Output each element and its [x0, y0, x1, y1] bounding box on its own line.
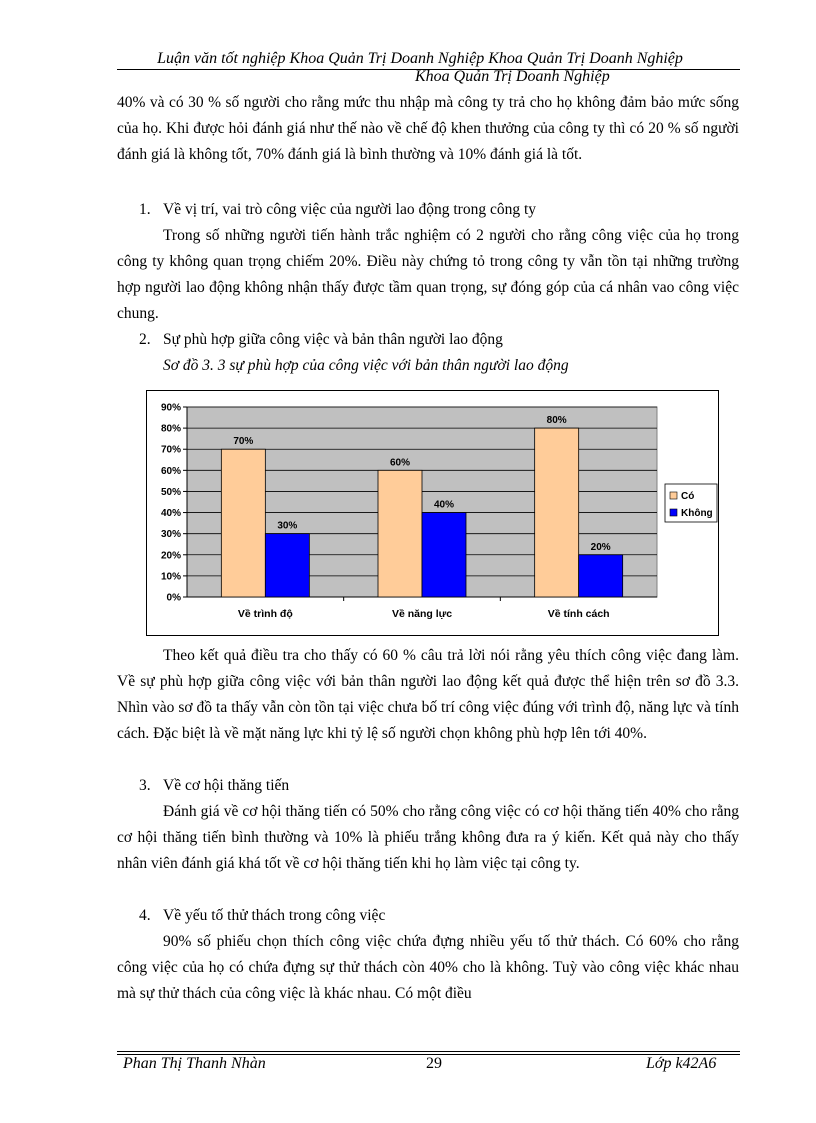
y-tick-label: 90% [160, 402, 181, 414]
bar-co [378, 470, 422, 597]
section-1-title: Về vị trí, vai trò công việc của người lao động trong công ty [163, 201, 537, 218]
footer-rule-top [117, 1051, 740, 1052]
section-4-title: Về yếu tố thử thách trong công việc [163, 907, 386, 924]
legend-swatch [670, 509, 677, 516]
bar-co [221, 449, 265, 597]
y-tick-label: 50% [160, 486, 181, 498]
section-2-number: 2. [139, 331, 151, 348]
y-tick-label: 0% [166, 592, 181, 604]
x-tick-label: Về năng lực [391, 608, 453, 620]
bar-khong [265, 534, 309, 597]
y-tick-label: 70% [160, 444, 181, 456]
chart-svg [147, 391, 718, 635]
section-2-paragraph: Theo kết quả điều tra cho thấy có 60 % câu trả lời nói rằng yêu thích công việc đang làm. Về sự phù hợp giữa công việc với bản thân người lao động kết quả được thể hiện trên sơ đồ 3.3. Nhìn vào sơ đồ ta thấy vẫn còn tồn tại việc chưa bố trí công việc đúng với trình độ, năng lực và tính cách. Đặc biệt là về mặt năng lực khi tỷ lệ số người chọn không phù hợp lên tới 40%. [117, 647, 739, 742]
x-tick-label: Về tính cách [547, 608, 610, 620]
section-1-number: 1. [139, 201, 151, 218]
chart-caption: Sơ đồ 3. 3 sự phù hợp của công việc với bản thân người lao động [163, 357, 569, 374]
legend-label: Có [681, 491, 695, 502]
bar-data-label: 30% [277, 520, 298, 532]
intro-paragraph-block [117, 90, 739, 168]
bar-khong [579, 555, 623, 597]
section-3-title: Về cơ hội thăng tiến [163, 777, 290, 794]
footer-author: Phan Thị Thanh Nhàn [123, 1055, 266, 1072]
intro-paragraph: 40% và có 30 % số người cho rằng mức thu nhập mà công ty trả cho họ không đảm bảo mức sống của họ. Khi được hỏi đánh giá như thế nào về chế độ khen thưởng của công ty thì có 20 % số người đánh giá là không tốt, 70% đánh giá là bình thường và 10% đánh giá là tốt. [117, 94, 739, 163]
bar-khong [422, 513, 466, 597]
section-1-block [117, 223, 739, 327]
footer-class: Lớp k42A6 [646, 1055, 717, 1072]
x-tick-label: Về trình độ [237, 608, 293, 620]
section-2-title: Sự phù hợp giữa công việc và bản thân người lao động [163, 331, 503, 348]
page-header-title: Luận văn tốt nghiệp Khoa Quản Trị Doanh Nghiệp Khoa Quản Trị Doanh Nghiệp [157, 50, 683, 67]
y-tick-label: 30% [160, 529, 181, 541]
bar-chart [146, 390, 719, 636]
bar-co [535, 428, 579, 597]
section-1-heading [139, 197, 536, 223]
bar-data-label: 60% [389, 457, 411, 469]
legend-swatch [670, 492, 677, 499]
section-3-number: 3. [139, 777, 151, 794]
bar-data-label: 40% [433, 499, 455, 511]
legend-label: Không [681, 508, 713, 519]
section-2-heading [139, 327, 503, 353]
section-4-block [117, 929, 739, 1007]
section-4-heading [139, 903, 385, 929]
page-header-subtitle: Khoa Quản Trị Doanh Nghiệp [415, 68, 610, 85]
section-3-heading [139, 773, 289, 799]
y-tick-label: 80% [160, 423, 181, 435]
y-tick-label: 40% [160, 508, 181, 520]
y-tick-label: 10% [160, 571, 181, 583]
section-3-block [117, 799, 739, 877]
section-4-paragraph: 90% số phiếu chọn thích công việc chứa đựng nhiều yếu tố thử thách. Có 60% cho rằng công việc của họ có chứa đựng sự thử thách còn 40% cho là không. Tuỳ vào công việc khác nhau mà sự thử thách của công việc là khác nhau. Có một điều [117, 933, 739, 1002]
bar-data-label: 70% [233, 436, 254, 448]
footer-page-number: 29 [426, 1055, 442, 1072]
section-4-number: 4. [139, 907, 151, 924]
y-tick-label: 20% [160, 550, 181, 562]
section-2-block [117, 643, 739, 747]
section-3-paragraph: Đánh giá về cơ hội thăng tiến có 50% cho rằng công việc có cơ hội thăng tiến 40% cho rằng cơ hội thăng tiến bình thường và 10% là phiếu trắng không đưa ra ý kiến. Kết quả này cho thấy nhân viên đánh giá khá tốt về cơ hội thăng tiến khi họ làm việc tại công ty. [117, 803, 739, 872]
y-tick-label: 60% [160, 465, 181, 477]
bar-data-label: 80% [546, 415, 567, 427]
bar-data-label: 20% [590, 541, 611, 553]
section-1-paragraph: Trong số những người tiến hành trắc nghiệm có 2 người cho rằng công việc của họ trong công ty không quan trọng chiếm 20%. Điều này chứng tỏ trong công ty vẫn tồn tại những trường hợp người lao động không nhận thấy được tầm quan trọng, sự đóng góp của cá nhân vao công việc chung. [117, 227, 739, 322]
